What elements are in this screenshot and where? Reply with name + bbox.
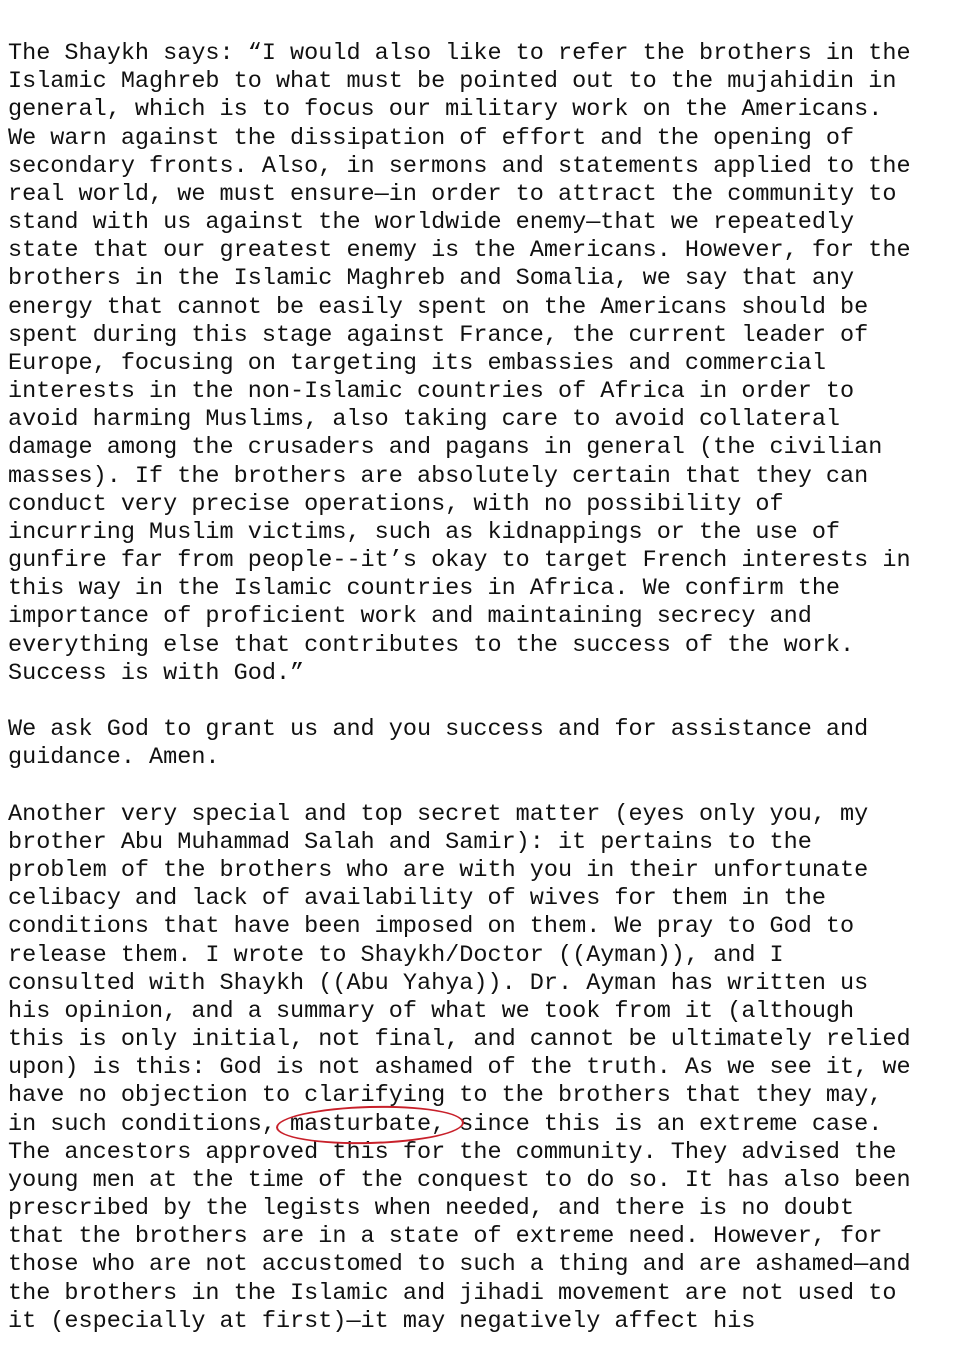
text-line: We warn against the dissipation of effort and the opening of [8, 124, 855, 152]
text-line: brothers in the Islamic Maghreb and Somalia, we say that any [8, 265, 855, 293]
paragraph-secret-matter [8, 801, 973, 1336]
text-line-with-annotation [8, 1111, 973, 1139]
text-line: this way in the Islamic countries in Africa. We confirm the [8, 575, 841, 603]
text-line: those who are not accustomed to such a thing and are ashamed—and [8, 1251, 911, 1279]
text-line: conduct very precise operations, with no possibility of [8, 490, 784, 518]
text-line: Europe, focusing on targeting its embassies and commercial [8, 349, 826, 377]
text-line: The ancestors approved this for the community. They advised the [8, 1138, 897, 1166]
text-line: guidance. Amen. [8, 744, 220, 772]
text-segment: in such conditions, [8, 1110, 291, 1138]
text-segment: since this is an extreme case. [445, 1110, 883, 1138]
text-line: stand with us against the worldwide enemy—that we repeatedly [8, 209, 855, 237]
text-line: release them. I wrote to Shaykh/Doctor ((Ayman)), and I [8, 941, 784, 969]
text-line: real world, we must ensure—in order to attract the community to [8, 180, 897, 208]
text-line: the brothers in the Islamic and jihadi movement are not used to [8, 1279, 897, 1307]
text-line: state that our greatest enemy is the Americans. However, for the [8, 237, 911, 265]
document-page [8, 40, 973, 1336]
text-line: We ask God to grant us and you success and for assistance and [8, 716, 869, 744]
text-line: avoid harming Muslims, also taking care to avoid collateral [8, 406, 841, 434]
text-line: damage among the crusaders and pagans in general (the civilian [8, 434, 883, 462]
text-line: it (especially at first)—it may negatively affect his [8, 1307, 756, 1335]
text-line: prescribed by the legists when needed, and there is no doubt [8, 1195, 855, 1223]
text-line: have no objection to clarifying to the brothers that they may, [8, 1082, 883, 1110]
paragraph-shaykh-quote [8, 40, 973, 688]
text-line: problem of the brothers who are with you in their unfortunate [8, 856, 869, 884]
text-line: that the brothers are in a state of extreme need. However, for [8, 1223, 883, 1251]
text-line: Success is with God.” [8, 659, 305, 687]
text-line: brother Abu Muhammad Salah and Samir): it pertains to the [8, 828, 812, 856]
text-line: gunfire far from people--it’s okay to target French interests in [8, 547, 911, 575]
text-line: everything else that contributes to the success of the work. [8, 631, 855, 659]
text-line: importance of proficient work and maintaining secrecy and [8, 603, 812, 631]
text-line: masses). If the brothers are absolutely certain that they can [8, 462, 869, 490]
text-line: conditions that have been imposed on them. We pray to God to [8, 913, 855, 941]
text-line: incurring Muslim victims, such as kidnappings or the use of [8, 518, 841, 546]
text-line: energy that cannot be easily spent on the Americans should be [8, 293, 869, 321]
paragraph-prayer [8, 716, 973, 772]
text-line: secondary fronts. Also, in sermons and statements applied to the [8, 152, 911, 180]
text-line: consulted with Shaykh ((Abu Yahya)). Dr. Ayman has written us [8, 969, 869, 997]
text-line: The Shaykh says: “I would also like to refer the brothers in the [8, 40, 911, 67]
text-line: Islamic Maghreb to what must be pointed out to the mujahidin in [8, 68, 897, 96]
text-line: this is only initial, not final, and cannot be ultimately relied [8, 1026, 911, 1054]
text-line: interests in the non-Islamic countries of Africa in order to [8, 378, 855, 406]
text-line: spent during this stage against France, the current leader of [8, 321, 869, 349]
text-line: young men at the time of the conquest to do so. It has also been [8, 1166, 911, 1194]
text-line: celibacy and lack of availability of wives for them in the [8, 885, 826, 913]
text-line: general, which is to focus our military work on the Americans. [8, 96, 883, 124]
text-line: upon) is this: God is not ashamed of the truth. As we see it, we [8, 1054, 911, 1082]
paragraph-spacer [8, 688, 973, 716]
text-line: his opinion, and a summary of what we took from it (although [8, 997, 855, 1025]
text-line: Another very special and top secret matter (eyes only you, my [8, 800, 869, 828]
circled-word [290, 1111, 445, 1139]
circled-word-text: masturbate, [290, 1110, 446, 1138]
paragraph-spacer [8, 772, 973, 800]
